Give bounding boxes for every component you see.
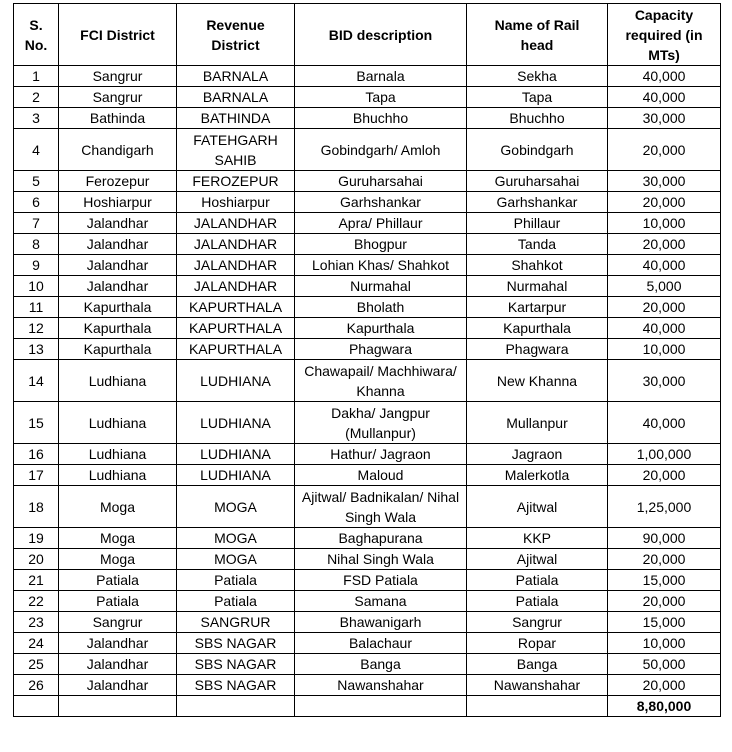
cell-revenue-district: Hoshiarpur [177, 192, 295, 213]
cell-bid-description: Baghapurana [295, 528, 467, 549]
cell-fci-district: Ludhiana [59, 360, 177, 402]
cell-fci-district: Jalandhar [59, 675, 177, 696]
cell-bid-description: Guruharsahai [295, 171, 467, 192]
cell-bid-description: Nihal Singh Wala [295, 549, 467, 570]
cell-bid-description: Hathur/ Jagraon [295, 444, 467, 465]
cell-fci-district: Jalandhar [59, 633, 177, 654]
header-sno: S. No. [14, 4, 59, 66]
cell-fci-district: Jalandhar [59, 213, 177, 234]
cell-rail-head: Phillaur [467, 213, 608, 234]
cell-rail-head: Tapa [467, 87, 608, 108]
table-row [14, 570, 721, 591]
table-row [14, 633, 721, 654]
cell-rail-head: Ajitwal [467, 549, 608, 570]
table-row [14, 276, 721, 297]
cell-rail-head: Patiala [467, 591, 608, 612]
cell-sno: 19 [14, 528, 59, 549]
cell-capacity: 30,000 [608, 360, 721, 402]
cell-capacity: 20,000 [608, 129, 721, 171]
cell-capacity: 20,000 [608, 234, 721, 255]
cell-revenue-district: SBS NAGAR [177, 675, 295, 696]
cell-rail-head: Kartarpur [467, 297, 608, 318]
cell-fci-district: Sangrur [59, 612, 177, 633]
cell-bid-description: Tapa [295, 87, 467, 108]
table-row [14, 486, 721, 528]
cell-capacity: 20,000 [608, 549, 721, 570]
cell-sno: 6 [14, 192, 59, 213]
cell-sno: 13 [14, 339, 59, 360]
table-row [14, 654, 721, 675]
cell-sno: 3 [14, 108, 59, 129]
total-empty-cell [295, 696, 467, 717]
table-row [14, 192, 721, 213]
cell-revenue-district: MOGA [177, 549, 295, 570]
cell-fci-district: Patiala [59, 570, 177, 591]
cell-bid-description: Balachaur [295, 633, 467, 654]
cell-revenue-district: BARNALA [177, 66, 295, 87]
cell-fci-district: Jalandhar [59, 276, 177, 297]
cell-revenue-district: SBS NAGAR [177, 654, 295, 675]
cell-rail-head: Banga [467, 654, 608, 675]
cell-bid-description: Banga [295, 654, 467, 675]
cell-revenue-district: KAPURTHALA [177, 297, 295, 318]
cell-fci-district: Jalandhar [59, 234, 177, 255]
cell-rail-head: Garhshankar [467, 192, 608, 213]
cell-rail-head: Nurmahal [467, 276, 608, 297]
cell-fci-district: Kapurthala [59, 339, 177, 360]
table-row [14, 87, 721, 108]
cell-capacity: 50,000 [608, 654, 721, 675]
cell-sno: 9 [14, 255, 59, 276]
cell-fci-district: Moga [59, 549, 177, 570]
cell-revenue-district: SBS NAGAR [177, 633, 295, 654]
cell-revenue-district: LUDHIANA [177, 465, 295, 486]
cell-sno: 25 [14, 654, 59, 675]
total-empty-cell [59, 696, 177, 717]
cell-bid-description: Chawapail/ Machhiwara/ Khanna [295, 360, 467, 402]
cell-fci-district: Ferozepur [59, 171, 177, 192]
cell-bid-description: Lohian Khas/ Shahkot [295, 255, 467, 276]
cell-fci-district: Ludhiana [59, 444, 177, 465]
table-row [14, 318, 721, 339]
table-row [14, 675, 721, 696]
cell-revenue-district: LUDHIANA [177, 402, 295, 444]
cell-rail-head: Nawanshahar [467, 675, 608, 696]
cell-rail-head: Sangrur [467, 612, 608, 633]
cell-capacity: 10,000 [608, 633, 721, 654]
cell-fci-district: Jalandhar [59, 255, 177, 276]
cell-revenue-district: Patiala [177, 570, 295, 591]
total-capacity: 8,80,000 [608, 696, 721, 717]
cell-rail-head: Ajitwal [467, 486, 608, 528]
header-capacity: Capacity required (in MTs) [608, 4, 721, 66]
cell-fci-district: Moga [59, 486, 177, 528]
cell-bid-description: Phagwara [295, 339, 467, 360]
cell-fci-district: Sangrur [59, 66, 177, 87]
cell-sno: 23 [14, 612, 59, 633]
total-empty-cell [177, 696, 295, 717]
cell-bid-description: Bhuchho [295, 108, 467, 129]
cell-sno: 18 [14, 486, 59, 528]
table-row [14, 360, 721, 402]
cell-rail-head: Shahkot [467, 255, 608, 276]
table-row [14, 465, 721, 486]
table-row [14, 234, 721, 255]
cell-sno: 16 [14, 444, 59, 465]
cell-fci-district: Patiala [59, 591, 177, 612]
table-row [14, 213, 721, 234]
cell-sno: 14 [14, 360, 59, 402]
cell-bid-description: Bhogpur [295, 234, 467, 255]
cell-capacity: 20,000 [608, 675, 721, 696]
table-body [14, 66, 721, 696]
cell-fci-district: Bathinda [59, 108, 177, 129]
cell-sno: 15 [14, 402, 59, 444]
cell-fci-district: Jalandhar [59, 654, 177, 675]
cell-rail-head: Patiala [467, 570, 608, 591]
table-row [14, 402, 721, 444]
cell-fci-district: Ludhiana [59, 402, 177, 444]
cell-fci-district: Ludhiana [59, 465, 177, 486]
cell-capacity: 5,000 [608, 276, 721, 297]
cell-bid-description: Gobindgarh/ Amloh [295, 129, 467, 171]
cell-revenue-district: KAPURTHALA [177, 318, 295, 339]
header-bid-description: BID description [295, 4, 467, 66]
cell-sno: 21 [14, 570, 59, 591]
cell-rail-head: KKP [467, 528, 608, 549]
cell-capacity: 40,000 [608, 66, 721, 87]
cell-revenue-district: JALANDHAR [177, 255, 295, 276]
cell-bid-description: Bhawanigarh [295, 612, 467, 633]
cell-revenue-district: MOGA [177, 486, 295, 528]
cell-revenue-district: BATHINDA [177, 108, 295, 129]
cell-revenue-district: FEROZEPUR [177, 171, 295, 192]
capacity-table [13, 3, 721, 717]
cell-capacity: 20,000 [608, 192, 721, 213]
cell-capacity: 1,00,000 [608, 444, 721, 465]
table-row [14, 591, 721, 612]
cell-capacity: 20,000 [608, 591, 721, 612]
cell-sno: 26 [14, 675, 59, 696]
cell-revenue-district: MOGA [177, 528, 295, 549]
cell-capacity: 15,000 [608, 612, 721, 633]
cell-capacity: 30,000 [608, 108, 721, 129]
cell-revenue-district: Patiala [177, 591, 295, 612]
cell-capacity: 40,000 [608, 87, 721, 108]
cell-sno: 24 [14, 633, 59, 654]
cell-bid-description: Maloud [295, 465, 467, 486]
cell-rail-head: Phagwara [467, 339, 608, 360]
cell-sno: 5 [14, 171, 59, 192]
cell-capacity: 30,000 [608, 171, 721, 192]
cell-bid-description: Bholath [295, 297, 467, 318]
cell-rail-head: New Khanna [467, 360, 608, 402]
cell-fci-district: Moga [59, 528, 177, 549]
total-empty-cell [14, 696, 59, 717]
cell-capacity: 40,000 [608, 318, 721, 339]
cell-rail-head: Gobindgarh [467, 129, 608, 171]
cell-sno: 22 [14, 591, 59, 612]
cell-rail-head: Bhuchho [467, 108, 608, 129]
cell-capacity: 10,000 [608, 213, 721, 234]
cell-bid-description: Samana [295, 591, 467, 612]
table-row [14, 108, 721, 129]
cell-fci-district: Sangrur [59, 87, 177, 108]
cell-sno: 17 [14, 465, 59, 486]
cell-fci-district: Chandigarh [59, 129, 177, 171]
table-row [14, 297, 721, 318]
cell-revenue-district: BARNALA [177, 87, 295, 108]
cell-revenue-district: LUDHIANA [177, 360, 295, 402]
total-row [14, 696, 721, 717]
header-revenue-district: Revenue District [177, 4, 295, 66]
table-row [14, 549, 721, 570]
cell-bid-description: Barnala [295, 66, 467, 87]
total-empty-cell [467, 696, 608, 717]
cell-bid-description: Nawanshahar [295, 675, 467, 696]
cell-rail-head: Guruharsahai [467, 171, 608, 192]
cell-bid-description: Kapurthala [295, 318, 467, 339]
table-row [14, 528, 721, 549]
cell-sno: 4 [14, 129, 59, 171]
cell-revenue-district: SANGRUR [177, 612, 295, 633]
cell-fci-district: Kapurthala [59, 318, 177, 339]
cell-sno: 12 [14, 318, 59, 339]
cell-bid-description: Dakha/ Jangpur (Mullanpur) [295, 402, 467, 444]
cell-capacity: 15,000 [608, 570, 721, 591]
cell-bid-description: Nurmahal [295, 276, 467, 297]
table-row [14, 66, 721, 87]
cell-revenue-district: KAPURTHALA [177, 339, 295, 360]
cell-capacity: 10,000 [608, 339, 721, 360]
cell-capacity: 20,000 [608, 297, 721, 318]
cell-revenue-district: FATEHGARH SAHIB [177, 129, 295, 171]
cell-bid-description: Garhshankar [295, 192, 467, 213]
cell-revenue-district: JALANDHAR [177, 234, 295, 255]
table-row [14, 255, 721, 276]
cell-rail-head: Jagraon [467, 444, 608, 465]
cell-capacity: 1,25,000 [608, 486, 721, 528]
cell-fci-district: Hoshiarpur [59, 192, 177, 213]
cell-bid-description: Ajitwal/ Badnikalan/ Nihal Singh Wala [295, 486, 467, 528]
cell-rail-head: Malerkotla [467, 465, 608, 486]
cell-sno: 20 [14, 549, 59, 570]
cell-fci-district: Kapurthala [59, 297, 177, 318]
cell-rail-head: Kapurthala [467, 318, 608, 339]
table-row [14, 444, 721, 465]
cell-revenue-district: JALANDHAR [177, 276, 295, 297]
cell-capacity: 40,000 [608, 255, 721, 276]
header-row [14, 4, 721, 66]
cell-capacity: 40,000 [608, 402, 721, 444]
cell-capacity: 20,000 [608, 465, 721, 486]
cell-revenue-district: LUDHIANA [177, 444, 295, 465]
cell-sno: 11 [14, 297, 59, 318]
cell-bid-description: FSD Patiala [295, 570, 467, 591]
table-row [14, 171, 721, 192]
cell-sno: 7 [14, 213, 59, 234]
header-fci-district: FCI District [59, 4, 177, 66]
cell-rail-head: Sekha [467, 66, 608, 87]
cell-sno: 8 [14, 234, 59, 255]
cell-rail-head: Mullanpur [467, 402, 608, 444]
cell-sno: 2 [14, 87, 59, 108]
table-row [14, 339, 721, 360]
table-row [14, 129, 721, 171]
cell-capacity: 90,000 [608, 528, 721, 549]
cell-sno: 1 [14, 66, 59, 87]
cell-rail-head: Ropar [467, 633, 608, 654]
table-row [14, 612, 721, 633]
header-rail-head: Name of Rail head [467, 4, 608, 66]
cell-rail-head: Tanda [467, 234, 608, 255]
cell-bid-description: Apra/ Phillaur [295, 213, 467, 234]
cell-sno: 10 [14, 276, 59, 297]
cell-revenue-district: JALANDHAR [177, 213, 295, 234]
